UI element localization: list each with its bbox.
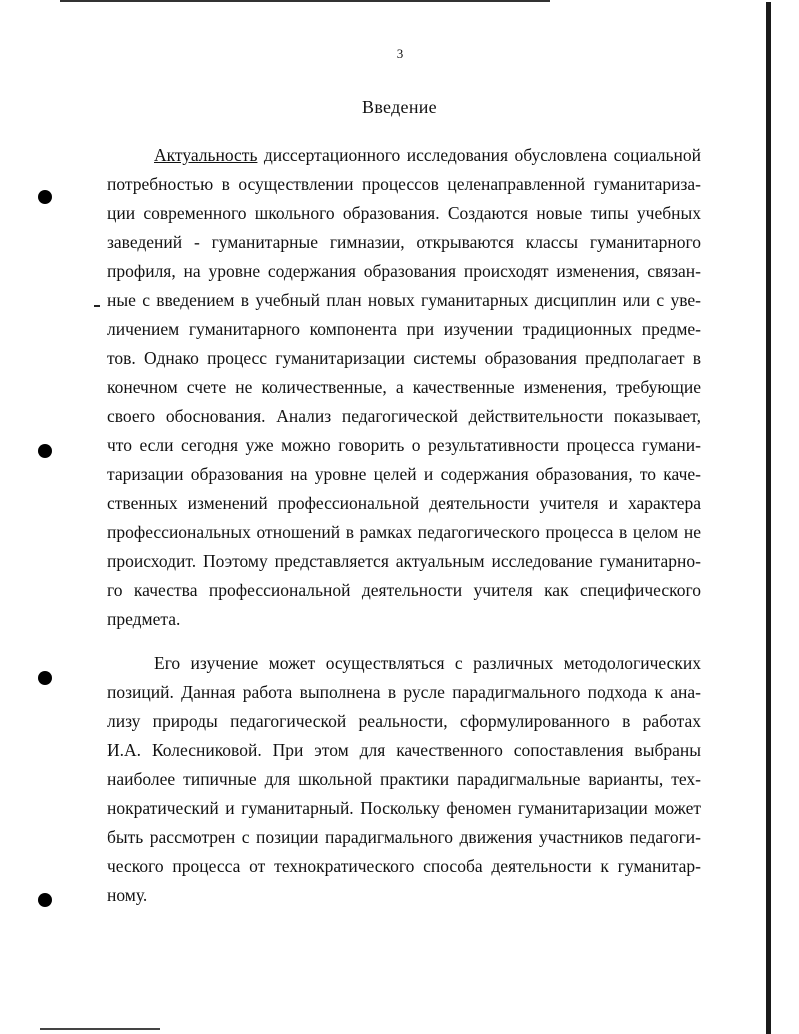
- paragraph-line: ции современного школьного образования. Создаются новые типы учебных: [107, 203, 701, 223]
- paragraph-line: конечном счете не количественные, а качественные изменения, требующие: [107, 377, 701, 397]
- punch-hole-mark: [38, 190, 52, 204]
- paragraph-line: своего обоснования. Анализ педагогической действительности показывает,: [107, 406, 701, 426]
- paragraph-line: потребностью в осуществлении процессов целенаправленной гуманитариза-: [107, 174, 701, 194]
- scan-right-border: [766, 2, 771, 1034]
- paragraph-line: ческого процесса от технократического способа деятельности к гуманитар-: [107, 856, 701, 876]
- paragraph-line: быть рассмотрен с позиции парадигмального движения участников педагоги-: [107, 827, 701, 847]
- paragraph-line: [107, 141, 701, 170]
- scan-top-border: [60, 0, 550, 2]
- paragraph-line-text: диссертационного исследования обусловлена социальной: [257, 145, 701, 165]
- scan-bottom-border: [40, 1028, 160, 1030]
- paragraph-line: позиций. Данная работа выполнена в русле парадигмального подхода к ана-: [107, 682, 701, 702]
- punch-hole-mark: [38, 671, 52, 685]
- paragraph-line: что если сегодня уже можно говорить о результативности процесса гумани-: [107, 435, 701, 455]
- punch-hole-mark: [38, 444, 52, 458]
- paragraph-line: Его изучение может осуществляться с различных методологических: [154, 653, 701, 673]
- margin-mark: [94, 305, 100, 307]
- paragraph-methodology: [107, 649, 701, 910]
- page-number: 3: [396, 46, 404, 61]
- paragraph-line: профиля, на уровне содержания образования происходят изменения, связан-: [107, 261, 701, 281]
- paragraph-line: ные с введением в учебный план новых гуманитарных дисциплин или с уве-: [107, 290, 701, 310]
- paragraph-line: профессиональных отношений в рамках педагогического процесса в целом не: [107, 522, 701, 542]
- paragraph-line: личением гуманитарного компонента при изучении традиционных предме-: [107, 319, 701, 339]
- page-title: Введение: [362, 97, 437, 117]
- paragraph-line: го качества профессиональной деятельности учителя как специфического: [107, 580, 701, 600]
- paragraph-line: ному.: [107, 885, 148, 905]
- paragraph-line: лизу природы педагогической реальности, сформулированного в работах: [107, 711, 701, 731]
- paragraph-line: тов. Однако процесс гуманитаризации системы образования предполагает в: [107, 348, 701, 368]
- keyword-relevance: Актуальность: [154, 145, 258, 165]
- paragraph-line: происходит. Поэтому представляется актуальным исследование гуманитарно-: [107, 551, 701, 571]
- paragraph-line: И.А. Колесниковой. При этом для качественного сопоставления выбраны: [107, 740, 701, 760]
- paragraph-line: предмета.: [107, 609, 181, 629]
- paragraph-line: ственных изменений профессиональной деятельности учителя и характера: [107, 493, 701, 513]
- paragraph-relevance: [107, 141, 701, 634]
- punch-hole-mark: [38, 893, 52, 907]
- paragraph-line: заведений - гуманитарные гимназии, открываются классы гуманитарного: [107, 232, 701, 252]
- paragraph-line: нократический и гуманитарный. Поскольку феномен гуманитаризации может: [107, 798, 701, 818]
- paragraph-line: наиболее типичные для школьной практики парадигмальные варианты, тех-: [107, 769, 701, 789]
- paragraph-line: таризации образования на уровне целей и содержания образования, то каче-: [107, 464, 701, 484]
